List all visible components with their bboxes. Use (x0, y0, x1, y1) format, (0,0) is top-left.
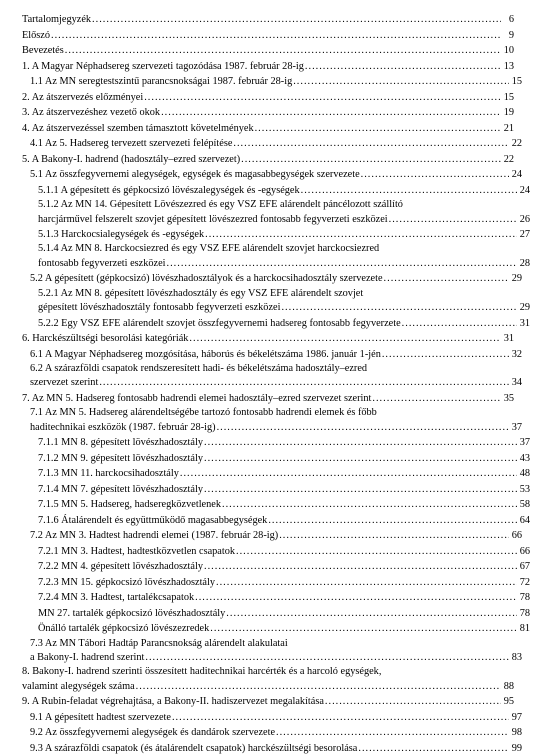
toc-page-number: 29 (519, 302, 530, 314)
toc-page-number: 15 (511, 76, 522, 88)
toc-page-number: 43 (519, 452, 530, 464)
toc-page-number: 83 (511, 652, 522, 664)
toc-entry-title: 5.2 A gépesített (gépkocsizó) lövészhadosztályok és a harckocsihadosztály szervezete (30, 273, 383, 285)
toc-entry-title: 7.1.4 MN 7. gépesített lövészhadosztály (38, 483, 204, 495)
toc-page-number: 6 (508, 14, 514, 26)
toc-entry[interactable] (22, 316, 530, 329)
toc-entry-title: 7.2 Az MN 3. Hadtest hadrendi elemei (1987. február 28-ig) (30, 530, 279, 542)
toc-leader-dots (144, 92, 501, 104)
toc-entry-title: Bevezetés (22, 45, 64, 57)
toc-entry-title: valamint alegységek száma (22, 680, 135, 692)
toc-page-number: 9 (508, 29, 514, 41)
toc-leader-dots (233, 138, 509, 150)
toc-entry-title: fontosabb fegyverzeti eszközei (38, 257, 166, 269)
toc-entry-title: 5.2.1 Az MN 8. gépesített lövészhadosztály és egy VSZ EFE alárendelt szovjet (38, 287, 364, 299)
toc-entry-title: 7.1.3 MN 11. harckocsihadosztály (38, 468, 179, 480)
toc-page-number: 81 (519, 623, 530, 635)
toc-page-number: 34 (511, 377, 522, 389)
toc-leader-dots (293, 76, 509, 88)
toc-entry[interactable] (22, 452, 530, 465)
toc-leader-dots (136, 681, 501, 693)
toc-leader-dots (204, 453, 517, 465)
toc-leader-dots (305, 61, 501, 73)
toc-entry[interactable] (22, 168, 522, 181)
toc-leader-dots (204, 561, 517, 573)
toc-entry[interactable] (22, 483, 530, 496)
toc-page-number: 21 (503, 122, 514, 134)
toc-entry[interactable] (22, 529, 522, 542)
toc-entry[interactable] (22, 607, 530, 620)
toc-entry-title: 6.2 A szárazföldi csapatok rendszeresített hadi- és békelétszáma hadosztály–ezred (30, 362, 368, 374)
toc-leader-dots (325, 696, 501, 708)
toc-leader-dots (402, 318, 517, 330)
toc-entry-title: szervezet szerint (30, 377, 99, 389)
toc-entry[interactable] (22, 199, 530, 226)
toc-entry-title: 7.2.3 MN 15. gépkocsizó lövészhadosztály (38, 576, 216, 588)
toc-page-number: 35 (503, 392, 514, 404)
toc-page-number: 31 (519, 317, 530, 329)
toc-page-number: 99 (511, 742, 522, 754)
toc-page-number: 28 (519, 257, 530, 269)
toc-entry[interactable] (22, 622, 530, 635)
toc-entry[interactable] (22, 498, 530, 511)
toc-page-number: 78 (519, 607, 530, 619)
toc-entry[interactable] (22, 228, 530, 241)
toc-page-number: 78 (519, 592, 530, 604)
toc-leader-dots (204, 484, 517, 496)
toc-leader-dots (204, 437, 517, 449)
toc-entry-title: 5.1 Az összfegyvernemi alegységek, egységek és magasabbegységek szervezete (30, 169, 360, 181)
toc-page-number: 31 (503, 333, 514, 345)
toc-entry-title: 5.2.2 Egy VSZ EFE alárendelt szovjet összfegyvernemi hadsereg fontosabb fegyverzete (38, 317, 401, 329)
toc-page-number: 64 (519, 514, 530, 526)
toc-leader-dots (384, 273, 509, 285)
toc-leader-dots (205, 229, 517, 241)
toc-page-number: 98 (511, 727, 522, 739)
toc-leader-dots (222, 499, 517, 511)
toc-entry-title: harcjárművel felszerelt szovjet gépesített lövészezred fontosabb fegyverzeti eszközei (38, 213, 388, 225)
toc-entry-title: 9. A Rubin-feladat végrehajtása, a Bakony-II. hadiszervezet megalakítása (22, 696, 324, 708)
toc-entry-title: 9.2 Az összfegyvernemi alegységek és dandárok szervezete (30, 727, 276, 739)
toc-entry[interactable] (22, 392, 514, 405)
toc-leader-dots (236, 546, 517, 558)
toc-page-number: 37 (511, 421, 522, 433)
toc-entry[interactable] (22, 514, 530, 527)
toc-leader-dots (255, 123, 501, 135)
toc-entry-title: 7. Az MN 5. Hadsereg fontosabb hadrendi elemei hadosztály–ezred szervezet szerint (22, 392, 372, 404)
toc-entry-title: 5.1.4 Az MN 8. Harckocsiezred és egy VSZ EFE alárendelt szovjet harckocsiezred (38, 243, 380, 255)
toc-leader-dots (268, 515, 517, 527)
toc-page-number: 26 (519, 213, 530, 225)
toc-entry-title: 6. Harckészültségi besorolási kategóriák (22, 333, 189, 345)
toc-entry-title: 8. Bakony-I. hadrend szerinti összesített haditechnikai harcérték és a harcoló egységek, (22, 666, 382, 678)
toc-leader-dots (279, 530, 509, 542)
toc-entry-title: 7.1.6 Átalárendelt és együttműködő magasabbegységek (38, 514, 268, 526)
toc-entry-title: 5. A Bakony-I. hadrend (hadosztály–ezred szervezet) (22, 153, 241, 165)
toc-entry[interactable] (22, 75, 522, 88)
toc-entry[interactable] (22, 29, 514, 42)
toc-page-number: 48 (519, 468, 530, 480)
toc-leader-dots (65, 45, 501, 57)
toc-page-number: 67 (519, 561, 530, 573)
toc-page-number: 24 (511, 169, 522, 181)
toc-entry[interactable] (22, 122, 514, 135)
toc-leader-dots (195, 592, 517, 604)
toc-page-number: 97 (511, 711, 522, 723)
toc-page-number: 22 (511, 138, 522, 150)
toc-entry-title: haditechnikai eszközök (1987. február 28-ig) (30, 421, 216, 433)
toc-entry-title: 5.1.3 Harckocsialegységek és -egységek (38, 229, 205, 241)
toc-entry-title: 1. A Magyar Néphadsereg szervezeti tagozódása 1987. február 28-ig (22, 60, 304, 72)
toc-leader-dots (382, 349, 509, 361)
toc-entry-title: 6.1 A Magyar Néphadsereg mozgósítása, háborús és békelétszáma 1986. január 1-jén (30, 348, 381, 360)
toc-leader-dots (51, 30, 501, 42)
toc-entry-title: 7.1.5 MN 5. Hadsereg, hadseregközvetlenek (38, 499, 221, 511)
toc-entry[interactable] (22, 407, 522, 434)
toc-page-number: 53 (519, 483, 530, 495)
toc-entry[interactable] (22, 243, 530, 270)
toc-leader-dots (180, 468, 517, 480)
toc-leader-dots (172, 712, 509, 724)
toc-leader-dots (217, 422, 509, 434)
toc-entry[interactable] (22, 666, 514, 693)
toc-entry[interactable] (22, 272, 522, 285)
toc-leader-dots (167, 258, 517, 270)
toc-entry-title: 9.3 A szárazföldi csapatok (és átalárendelt csapatok) harckészültségi besorolása (30, 742, 358, 754)
toc-entry-title: 5.1.2 Az MN 14. Gépesített Lövészezred és egy VSZ EFE alárendelt páncélozott szállító (38, 199, 403, 210)
toc-leader-dots (145, 652, 509, 664)
toc-entry-title: 5.1.1 A gépesített és gépkocsizó lövészalegységek és -egységek (38, 184, 300, 196)
toc-page-number: 24 (519, 184, 530, 196)
toc-entry-title: 7.1.2 MN 9. gépesített lövészhadosztály (38, 452, 204, 464)
toc-entry-title: 4. Az átszervezéssel szemben támasztott követelmények (22, 122, 254, 134)
toc-page-number: 37 (519, 437, 530, 449)
toc-entry-title: Előszó (22, 29, 51, 41)
toc-entry-title: 3. Az átszervezéshez vezető okok (22, 107, 161, 119)
toc-leader-dots (389, 214, 517, 226)
toc-entry[interactable] (22, 591, 530, 604)
toc-page-number: 19 (503, 107, 514, 119)
toc-entry[interactable] (22, 467, 530, 480)
toc-entry[interactable] (22, 362, 522, 390)
toc-entry[interactable] (22, 347, 522, 360)
toc-entry[interactable] (22, 184, 530, 197)
toc-entry[interactable] (22, 560, 530, 573)
toc-page-number: 29 (511, 273, 522, 285)
toc-entry[interactable] (22, 436, 530, 449)
toc-page-number: 88 (503, 680, 514, 692)
toc-leader-dots (210, 623, 517, 635)
toc-entry-title: 4.1 Az 5. Hadsereg tervezett szervezeti felépítése (30, 138, 233, 150)
toc-leader-dots (241, 154, 501, 166)
toc-entry-title: 2. Az átszervezés előzményei (22, 91, 144, 103)
toc-entry-title: 7.2.2 MN 4. gépesített lövészhadosztály (38, 561, 204, 573)
toc-entry-title: 7.2.4 MN 3. Hadtest, tartalékcsapatok (38, 592, 195, 604)
toc-entry[interactable] (22, 695, 514, 708)
toc-entry[interactable] (22, 332, 514, 345)
toc-page-number: 58 (519, 499, 530, 511)
toc-entry-title: 1.1 Az MN seregtestszintű parancsnokságai 1987. február 28-ig (30, 76, 293, 88)
toc-entry[interactable] (22, 106, 514, 119)
toc-leader-dots (226, 608, 517, 620)
toc-leader-dots (216, 577, 517, 589)
toc-entry[interactable] (22, 726, 522, 739)
toc-entry[interactable] (22, 287, 530, 315)
toc-leader-dots (276, 727, 509, 739)
toc-page-number: 13 (503, 60, 514, 72)
toc-entry-title: Tartalomjegyzék (22, 14, 92, 26)
toc-entry[interactable] (22, 44, 514, 57)
toc-leader-dots (189, 333, 501, 345)
toc-leader-dots (92, 14, 501, 26)
toc-page-number: 27 (519, 229, 530, 241)
toc-entry-title: 7.1.1 MN 8. gépesített lövészhadosztály (38, 437, 204, 449)
toc-entry-title: a Bakony-I. hadrend szerint (30, 652, 145, 664)
toc-page-number: 66 (511, 530, 522, 542)
toc-entry[interactable] (22, 137, 522, 150)
toc-entry-title: Önálló tartalék gépkocsizó lövészezredek (38, 623, 210, 635)
toc-page-number: 66 (519, 545, 530, 557)
toc-entry[interactable] (22, 60, 514, 73)
toc-page-number: 15 (503, 91, 514, 103)
toc-entry-title: MN 27. tartalék gépkocsizó lövészhadosztály (38, 607, 226, 619)
toc-entry-title: 7.2.1 MN 3. Hadtest, hadtestközvetlen csapatok (38, 545, 236, 557)
toc-page-number: 32 (511, 348, 522, 360)
toc-entry[interactable] (22, 742, 522, 755)
toc-leader-dots (99, 377, 509, 389)
toc-entry-title: 7.1 Az MN 5. Hadsereg alárendeltségébe tartozó fontosabb hadrendi elemek és főbb (30, 407, 377, 419)
toc-entry[interactable] (22, 13, 514, 26)
toc-page-number: 95 (503, 696, 514, 708)
toc-page-number: 10 (503, 45, 514, 57)
toc-entry[interactable] (22, 91, 514, 104)
toc-entry-title: 7.3 Az MN Tábori Hadtáp Parancsnokság alárendelt alakulatai (30, 637, 288, 649)
toc-leader-dots (281, 302, 517, 314)
toc-entry[interactable] (22, 576, 530, 589)
toc-leader-dots (372, 393, 501, 405)
toc-page-number: 72 (519, 576, 530, 588)
toc-entry-title: 9.1 A gépesített hadtest szervezete (30, 711, 171, 723)
toc-leader-dots (361, 169, 509, 181)
toc-leader-dots (161, 107, 501, 119)
toc-entry[interactable] (22, 711, 522, 724)
toc-leader-dots (301, 185, 517, 197)
toc-entry[interactable] (22, 545, 530, 558)
toc-entry-title: gépesített lövészhadosztály fontosabb fegyverzeti eszközei (38, 302, 281, 314)
toc-entry[interactable] (22, 637, 522, 665)
toc-entry[interactable] (22, 153, 514, 166)
toc-page-number: 22 (503, 153, 514, 165)
